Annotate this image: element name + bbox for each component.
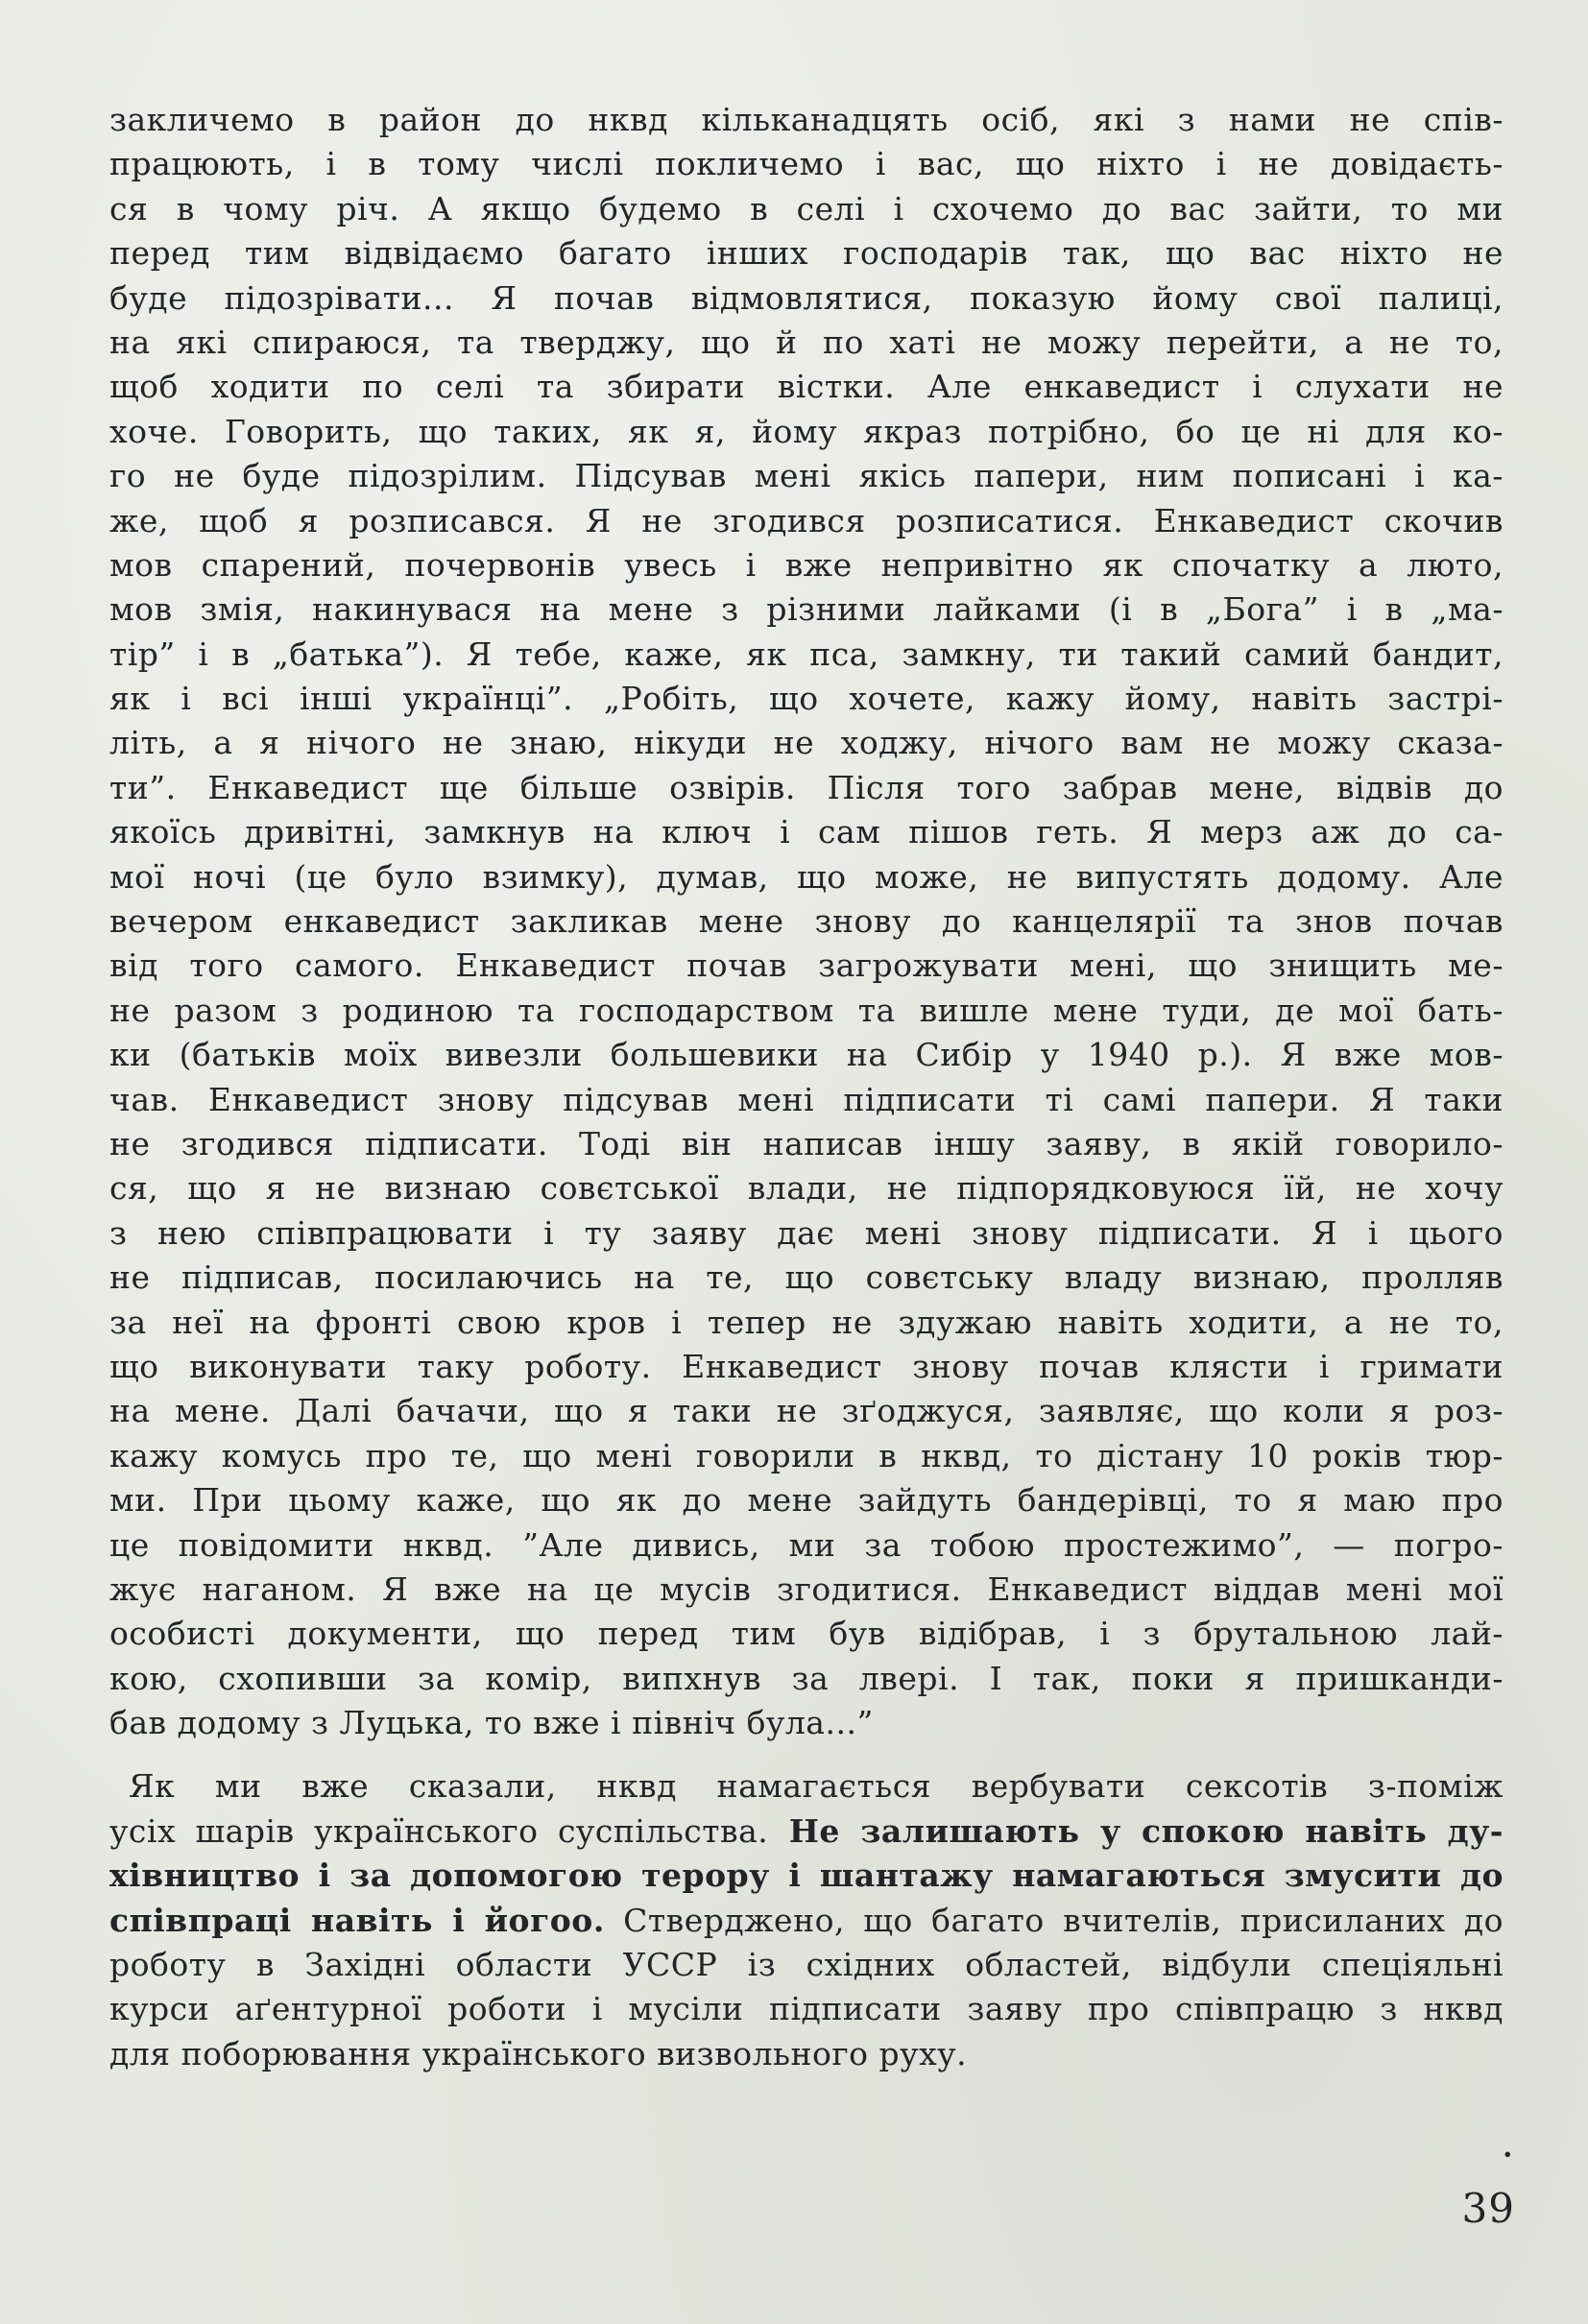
bold-text: співпраці навіть і йогоо. (109, 1901, 605, 1939)
text-line: закличемо в район до нквд кільканадцять осіб, які з нами не спів- (109, 101, 1504, 138)
text-line: тір” і в „батька”). Я тебе, каже, як пса, замкну, ти такий самий бандит, (109, 635, 1504, 673)
text-line: не разом з родиною та господарством та вишле мене туди, де мої бать- (109, 991, 1504, 1029)
text-line: співпраці навіть і йогоо. Стверджено, що багато вчителів, присиланих до (109, 1901, 1504, 1939)
bold-text: Не залишають у спокою навіть ду- (768, 1811, 1504, 1850)
text-line: ти”. Енкаведист ще більше озвірів. Після того забрав мене, відвів до (109, 768, 1504, 806)
text-line: хоче. Говорить, що таких, як я, йому якраз потрібно, бо це ні для ко- (109, 412, 1504, 450)
text-line: кою, схопивши за комір, випхнув за лвері. І так, поки я пришканди- (109, 1659, 1504, 1697)
text-line: буде підозрівати... Я почав відмовлятися, показую йому свої палиці, (109, 278, 1504, 317)
text-line: особисті документи, що перед тим був відібрав, і з брутальною лай- (109, 1615, 1504, 1653)
text-line: за неї на фронті свою кров і тепер не здужаю навіть ходити, а не то, (109, 1303, 1504, 1341)
text-line (109, 1854, 1504, 1898)
text-line: ки (батьків моїх вивезли большевики на Сибір у 1940 р.). Я вже мов- (109, 1036, 1504, 1074)
bold-text: хівництво і за допомогою терору і шантажу намагаються змусити до (109, 1857, 1504, 1895)
text-line: якоїсь дривітні, замкнув на ключ і сам пішов геть. Я мерз аж до са- (109, 813, 1504, 851)
text-line: на мене. Далі бачачи, що я таки не зґоджуся, заявляє, що коли я роз- (109, 1392, 1504, 1430)
text-line: не згодився підписати. Тоді він написав іншу заяву, в якій говорило- (109, 1124, 1504, 1162)
text-line: від того самого. Енкаведист почав загрожувати мені, що знищить ме- (109, 946, 1504, 985)
text-line: чав. Енкаведист знову підсував мені підписати ті самі папери. Я таки (109, 1080, 1504, 1118)
text-line: ми. При цьому каже, що як до мене зайдуть бандерівці, то я маю про (109, 1481, 1504, 1520)
text-line: мов спарений, почервонів увесь і вже непривітно як спочатку а люто, (109, 545, 1504, 584)
text-line: мов змія, накинувася на мене з різними лайками (і в „Бога” і в „ма- (109, 590, 1504, 629)
text-line: же, щоб я розписався. Я не згодився розписатися. Енкаведист скочив (109, 501, 1504, 539)
text-line: жує наганом. Я вже на це мусів згодитися. Енкаведист віддав мені мої (109, 1569, 1504, 1608)
text-line: курси аґентурної роботи і мусіли підписати заяву про співпрацю з нквд (109, 1990, 1504, 2028)
text-line: бав додому з Луцька, то вже і північ була...” (109, 1704, 874, 1742)
text-line: вечером енкаведист закликав мене знову до канцелярії та знов почав (109, 902, 1504, 941)
text-line: ся в чому річ. А якщо будемо в селі і схочемо до вас зайти, то ми (109, 189, 1504, 228)
paragraph-quote (109, 98, 1504, 1745)
text-line: працюють, і в тому числі покличемо і вас, що ніхто і не довідаєть- (109, 145, 1504, 183)
page-number: · 39 (1461, 2131, 1515, 2232)
text-line: ся, що я не визнаю совєтської влади, не підпорядковуюся їй, не хочу (109, 1169, 1504, 1208)
text-line: що виконувати таку роботу. Енкаведист знову почав клясти і гримати (109, 1347, 1504, 1385)
text-line: як і всі інші українці”. „Робіть, що хочете, кажу йому, навіть застрі- (109, 680, 1504, 718)
text-line: літь, а я нічого не знаю, нікуди не ходжу, нічого вам не можу сказа- (109, 724, 1504, 762)
text-line: кажу комусь про те, що мені говорили в нквд, то дістану 10 років тюр- (109, 1436, 1504, 1474)
text-line: мої ночі (це було взимку), думав, що може, не випустять додому. Але (109, 857, 1504, 896)
text-line: з нею співпрацювати і ту заяву дає мені знову підписати. Я і цього (109, 1213, 1504, 1252)
text-line: це повідомити нквд. ”Але дивись, ми за тобою простежимо”, — погро- (109, 1525, 1504, 1564)
text-line: на які спираюся, та тверджу, що й по хаті не можу перейти, а не то, (109, 323, 1504, 361)
paragraph-gap (109, 1745, 1504, 1764)
text-line: го не буде підозрілим. Підсував мені якісь папери, ним пописані і ка- (109, 457, 1504, 495)
text-line: для поборювання українського визвольного руху. (109, 2034, 968, 2072)
paragraph-2 (109, 1764, 1504, 2076)
body-text (109, 98, 1504, 2076)
text-line: щоб ходити по селі та збирати вістки. Але енкаведист і слухати не (109, 368, 1504, 406)
text-line: Як ми вже сказали, нквд намагається вербувати сексотів з-поміж (129, 1767, 1504, 1806)
text-line: перед тим відвідаємо багато інших господарів так, що вас ніхто не (109, 234, 1504, 273)
text-line: не підписав, посилаючись на те, що совєтську владу визнаю, пролляв (109, 1258, 1504, 1297)
text-line: усіх шарів українського суспільства. Не залишають у спокою навіть ду- (109, 1811, 1504, 1850)
text-line: роботу в Західні области УССР із східних областей, відбули спеціяльні (109, 1946, 1504, 1984)
